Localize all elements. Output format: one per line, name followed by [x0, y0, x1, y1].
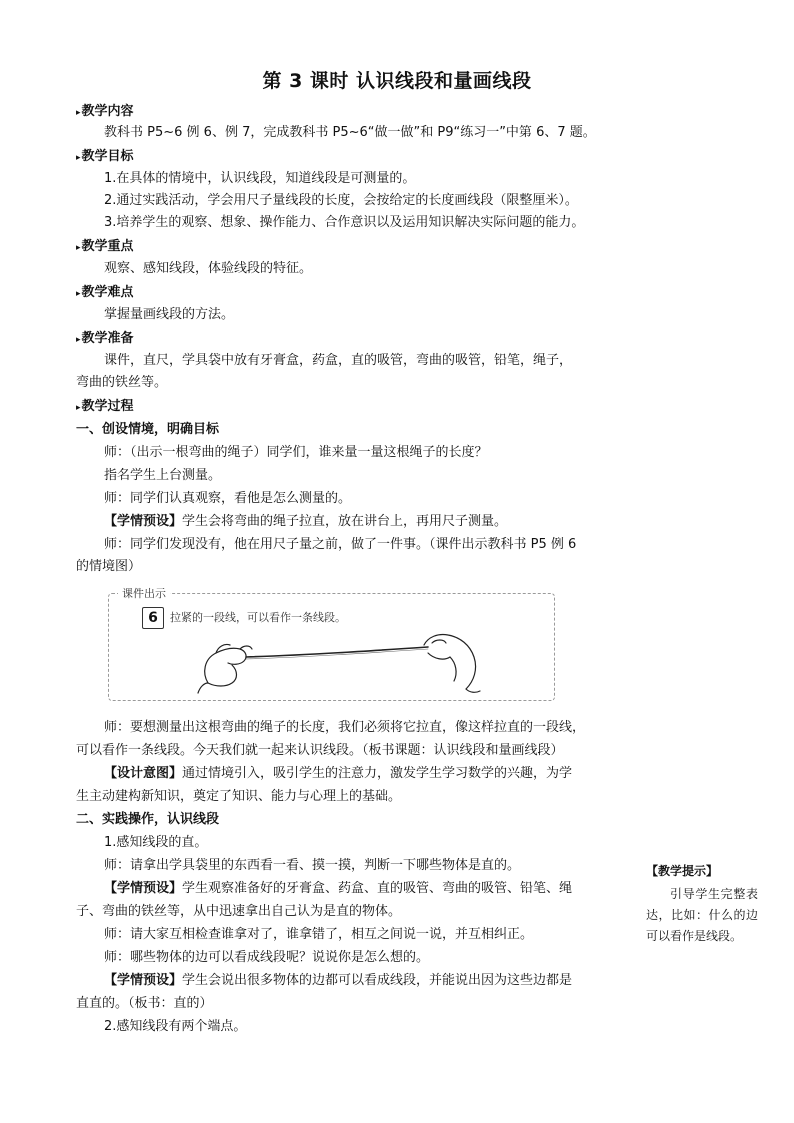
body-text-line: 师：同学们发现没有，他在用尺子量之前，做了一件事。（课件出示教科书 P5 例 6 — [104, 537, 577, 552]
body-text-line: 生主动建构新知识，奠定了知识、能力与心理上的基础。 — [76, 789, 402, 804]
body-text-line: 师：同学们认真观察，看他是怎么测量的。 — [104, 491, 352, 506]
body-text-line: 子、弯曲的铁丝等，从中迅速拿出自己认为是直的物体。 — [76, 904, 402, 919]
paragraph-tag: 【学情预设】 — [104, 973, 183, 988]
body-text-line: 可以看作一条线段。今天我们就一起来认识线段。（板书课题：认识线段和量画线段） — [76, 743, 564, 758]
heading-bullet-icon: ▸ — [76, 335, 81, 345]
body-text-line: 师：请拿出学具袋里的东西看一看、摸一摸，判断一下哪些物体是直的。 — [104, 858, 521, 873]
sidebar-title: 【教学提示】 — [646, 864, 719, 878]
body-text-line: 师：请大家互相检查谁拿对了，谁拿错了，相互之间说一说，并互相纠正。 — [104, 927, 534, 942]
sidebar-text: 引导学生完整表达，比如：什么的边可以看作是线段。 — [646, 887, 758, 943]
figure-caption: 拉紧的一段线，可以看作一条线段。 — [170, 611, 346, 624]
heading-text: 教学过程 — [81, 399, 134, 414]
body-text-line: 直直的。（板书：直的） — [76, 996, 213, 1011]
body-text-line: 师：（出示一根弯曲的绳子）同学们，谁来量一量这根绳子的长度？ — [104, 445, 488, 460]
body-text-line: 1.感知线段的直。 — [104, 835, 208, 850]
heading-bullet-icon: ▸ — [76, 108, 81, 118]
figure-tag: 课件出示 — [118, 585, 170, 601]
paragraph-text: 通过情境引入，吸引学生的注意力，激发学生学习数学的兴趣，为学 — [182, 766, 573, 781]
heading-bullet-icon: ▸ — [76, 289, 81, 299]
paragraph-tag: 【学情预设】 — [104, 514, 183, 529]
process-section-title: 二、实践操作，认识线段 — [76, 812, 220, 827]
annotated-paragraph — [104, 972, 572, 990]
section-heading — [76, 238, 134, 257]
heading-text: 教学内容 — [81, 104, 134, 119]
heading-text: 教学准备 — [81, 331, 134, 346]
body-text-line: 指名学生上台测量。 — [104, 468, 222, 483]
section-heading — [76, 148, 134, 167]
body-text-line: 3.培养学生的观察、想象、操作能力、合作意识以及运用知识解决实际问题的能力。 — [104, 215, 585, 230]
body-text-line: 师：要想测量出这根弯曲的绳子的长度，我们必须将它拉直，像这样拉直的一段线， — [104, 720, 586, 735]
heading-bullet-icon: ▸ — [76, 243, 81, 253]
heading-bullet-icon: ▸ — [76, 403, 81, 413]
section-heading — [76, 330, 134, 349]
annotated-paragraph — [104, 513, 507, 531]
hands-pulling-string-illustration — [188, 623, 488, 695]
paragraph-text: 学生会说出很多物体的边都可以看成线段，并能说出因为这些边都是 — [182, 973, 573, 988]
heading-bullet-icon: ▸ — [76, 153, 81, 163]
section-heading — [76, 284, 134, 303]
body-text-line: 课件，直尺，学具袋中放有牙膏盒，药盒，直的吸管，弯曲的吸管，铅笔，绳子， — [104, 353, 573, 368]
process-section-title: 一、创设情境，明确目标 — [76, 422, 220, 437]
annotated-paragraph — [104, 765, 572, 783]
paragraph-tag: 【学情预设】 — [104, 881, 183, 896]
body-text-line: 掌握量画线段的方法。 — [104, 307, 235, 322]
paragraph-text: 学生会将弯曲的绳子拉直，放在讲台上，再用尺子测量。 — [182, 514, 508, 529]
body-text-line: 师：哪些物体的边可以看成线段呢？说说你是怎么想的。 — [104, 950, 430, 965]
heading-text: 教学难点 — [81, 285, 134, 300]
body-text-line: 教科书 P5~6 例 6、例 7，完成教科书 P5~6“做一做”和 P9“练习一”中第 6、7 题。 — [104, 125, 596, 140]
body-text-line: 2.感知线段有两个端点。 — [104, 1019, 247, 1034]
section-heading — [76, 398, 134, 417]
paragraph-tag: 【设计意图】 — [104, 766, 183, 781]
paragraph-text: 学生观察准备好的牙膏盒、药盒、直的吸管、弯曲的吸管、铅笔、绳 — [182, 881, 573, 896]
annotated-paragraph — [104, 880, 572, 898]
body-text-line: 的情境图） — [76, 559, 142, 574]
example-number: 6 — [142, 607, 164, 629]
body-text-line: 2.通过实践活动，学会用尺子量线段的长度，会按给定的长度画线段（限整厘米）。 — [104, 193, 578, 208]
body-text-line: 1.在具体的情境中，认识线段，知道线段是可测量的。 — [104, 171, 416, 186]
courseware-figure — [108, 585, 555, 701]
section-heading — [76, 103, 134, 122]
body-text-line: 观察、感知线段，体验线段的特征。 — [104, 261, 313, 276]
heading-text: 教学重点 — [81, 239, 134, 254]
lesson-title: 第 3 课时 认识线段和量画线段 — [262, 70, 532, 92]
body-text-line: 弯曲的铁丝等。 — [76, 375, 168, 390]
heading-text: 教学目标 — [81, 149, 134, 164]
